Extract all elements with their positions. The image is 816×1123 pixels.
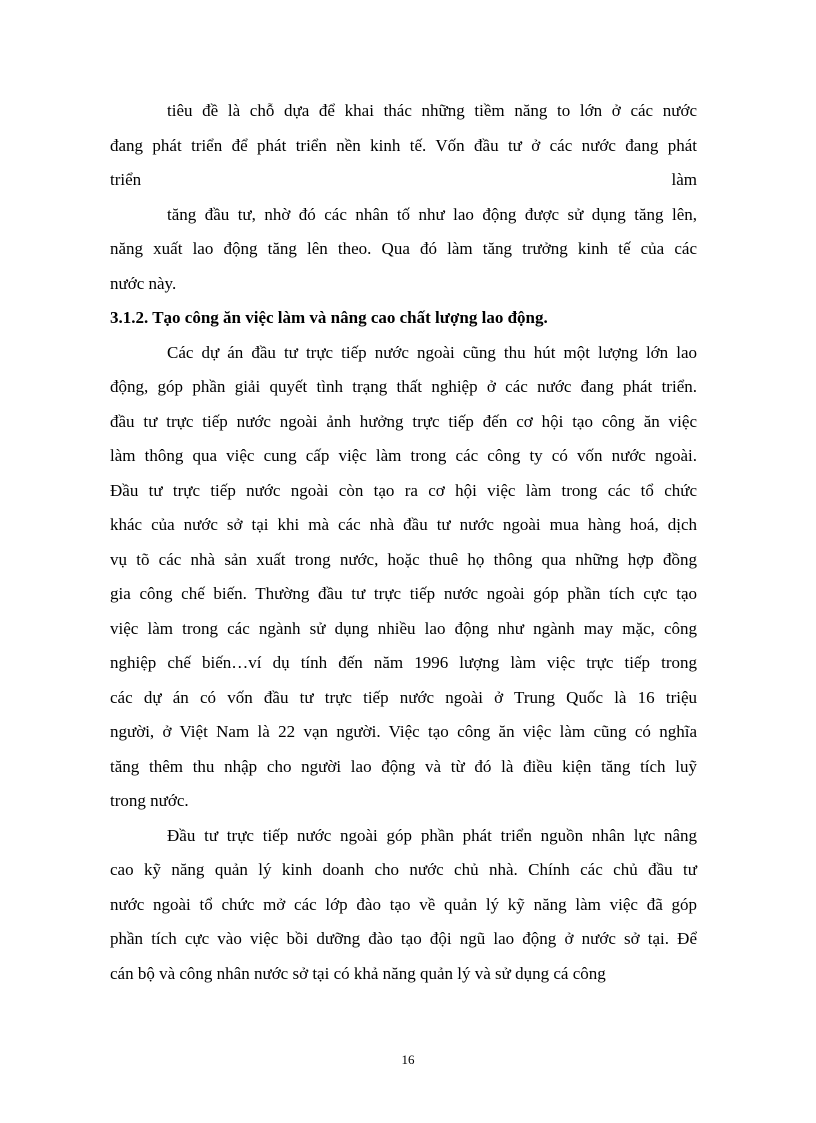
paragraph-line: khác của nước sở tại khi mà các nhà đầu tư nước ngoài mua hàng hoá, dịch xyxy=(110,515,697,534)
paragraph-line: tăng đầu tư, nhờ đó các nhân tố như lao động được sử dụng tăng lên, xyxy=(167,204,697,224)
paragraph-line: động, góp phần giải quyết tình trạng thất nghiệp ở các nước đang phát triển. xyxy=(110,377,697,396)
paragraph-line: năng xuất lao động tăng lên theo. Qua đó làm tăng trưởng kinh tế của các xyxy=(110,239,697,258)
paragraph-line: đang phát triển để phát triển nền kinh tế. Vốn đầu tư ở các nước đang phát xyxy=(110,135,697,155)
paragraph-line: đầu tư trực tiếp nước ngoài ảnh hưởng trực tiếp đến cơ hội tạo công ăn việc xyxy=(110,411,697,431)
paragraph-line: các dự án có vốn đầu tư trực tiếp nước ngoài ở Trung Quốc là 16 triệu xyxy=(110,687,697,707)
paragraph-line: vụ tõ các nhà sản xuất trong nước, hoặc thuê họ thông qua những hợp đồng xyxy=(110,549,697,569)
paragraph-line: trong nước. xyxy=(110,791,189,810)
paragraph-line: Các dự án đầu tư trực tiếp nước ngoài cũng thu hút một lượng lớn lao xyxy=(167,342,697,362)
paragraph-line: phần tích cực vào việc bồi dưỡng đào tạo đội ngũ lao động ở nước sở tại. Để xyxy=(110,929,697,948)
paragraph-line: Đầu tư trực tiếp nước ngoài góp phần phát triển nguồn nhân lực nâng xyxy=(167,825,697,845)
paragraph-line: gia công chế biến. Thường đầu tư trực tiếp nước ngoài góp phần tích cực tạo xyxy=(110,584,697,603)
section-heading: 3.1.2. Tạo công ăn việc làm và nâng cao chất lượng lao động. xyxy=(110,308,548,327)
paragraph-line: Đầu tư trực tiếp nước ngoài còn tạo ra cơ hội việc làm trong các tổ chức xyxy=(110,480,697,500)
paragraph-line-left: triển xyxy=(110,170,142,189)
paragraph-line-right: làm xyxy=(671,170,697,189)
paragraph-line: cán bộ và công nhân nước sở tại có khả năng quản lý và sử dụng cá công xyxy=(110,963,606,983)
paragraph-line: cao kỹ năng quản lý kinh doanh cho nước chủ nhà. Chính các chủ đầu tư xyxy=(110,860,697,879)
paragraph-line: việc làm trong các ngành sử dụng nhiều lao động như ngành may mặc, công xyxy=(110,618,697,638)
page-number: 16 xyxy=(401,1052,415,1067)
paragraph-line: nước ngoài tổ chức mở các lớp đào tạo về quản lý kỹ năng làm việc đã góp xyxy=(110,894,697,914)
paragraph-line: tiêu đề là chỗ dựa để khai thác những tiềm năng to lớn ở các nước xyxy=(167,101,697,120)
paragraph-line xyxy=(110,163,697,198)
paragraph-line: người, ở Việt Nam là 22 vạn người. Việc tạo công ăn việc làm cũng có nghĩa xyxy=(110,722,697,741)
paragraph-line: nước này. xyxy=(110,273,177,293)
document-body xyxy=(110,94,697,991)
paragraph-line: tăng thêm thu nhập cho người lao động và từ đó là điều kiện tăng tích luỹ xyxy=(110,756,697,776)
paragraph-line: nghiệp chế biến…ví dụ tính đến năm 1996 lượng làm việc trực tiếp trong xyxy=(110,653,697,672)
paragraph-line: làm thông qua việc cung cấp việc làm trong các công ty có vốn nước ngoài. xyxy=(110,446,697,465)
